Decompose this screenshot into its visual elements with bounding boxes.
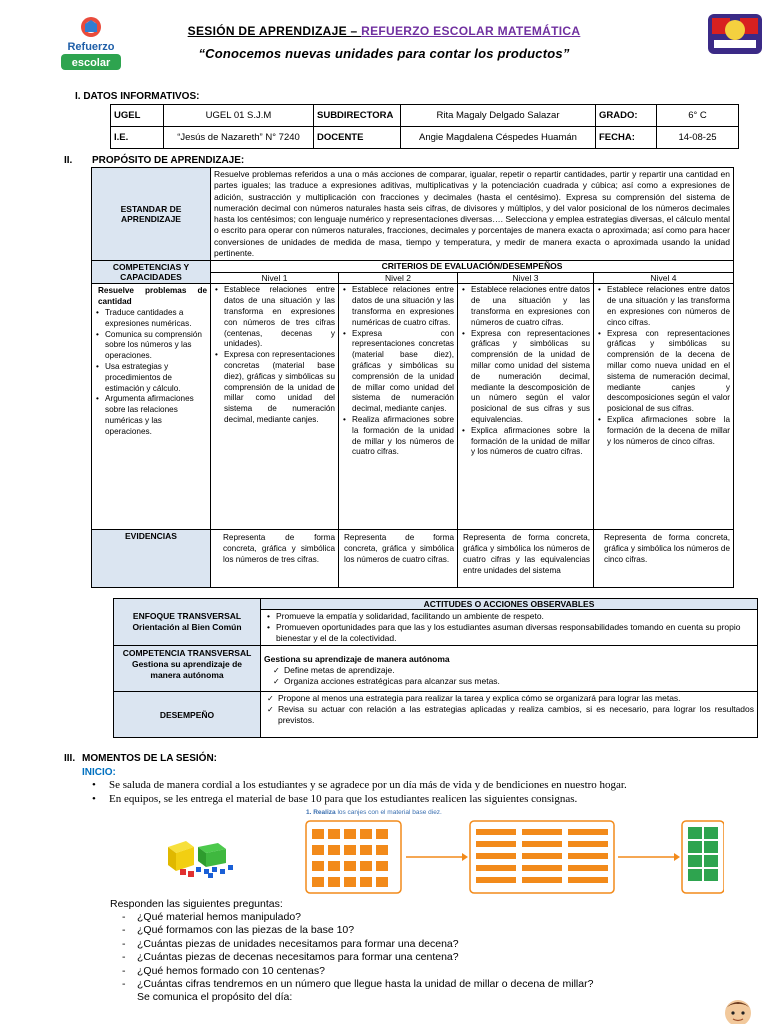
- enfoques-table: [113, 598, 758, 738]
- evidencia-2: Representa de forma concreta, gráfica y simbólica los números de cuatro cifras.: [339, 530, 458, 588]
- competencia-t-content: [261, 646, 758, 692]
- desempeno-item: ✓ Propone al menos una estrategia para realizar la tarea y explica cómo se organizará para lograr las metas.: [278, 693, 754, 704]
- estandar-label: ESTANDAR DE APRENDIZAJE: [92, 168, 211, 261]
- meta-item: ✓ Define metas de aprendizaje.: [284, 665, 754, 676]
- criterio-item: • Establece relaciones entre datos de una situación y las transforma en expresiones con números de cuatro cifras.: [471, 285, 590, 328]
- session-subtitle: “Conocemos nuevas unidades para contar los productos”: [198, 46, 570, 61]
- nivel-1-cell: [211, 284, 339, 530]
- preguntas-intro: Responden las siguientes preguntas:: [110, 898, 283, 910]
- inicio-bullet: • En equipos, se les entrega el material de base 10 para que los estudiantes realicen las siguientes consignas.: [92, 793, 578, 805]
- ugel-value: UGEL 01 S.J.M: [164, 105, 314, 127]
- criterio-item: • Establece relaciones entre datos de una situación y las transforma en expresiones con números de cinco cifras.: [607, 285, 730, 328]
- pregunta-item: - ¿Qué hemos formado con 10 centenas?: [122, 964, 325, 977]
- datos-heading: I. DATOS INFORMATIVOS:: [75, 91, 200, 102]
- svg-text:escolar: escolar: [71, 57, 111, 69]
- evidencia-1: Representa de forma concreta, gráfica y simbólica los números de tres cifras.: [211, 530, 339, 588]
- capacidad-item: • Usa estrategias y procedimientos de estimación y cálculo.: [105, 362, 207, 394]
- pregunta-item: - ¿Cuántas piezas de unidades necesitamos para formar una decena?: [122, 937, 459, 950]
- estandar-text: Resuelve problemas referidos a una o más acciones de comparar, igualar, repetir o repartir cantidades, partir y repartir una cantidad en partes iguales; las traduce a expresiones aditivas, multiplicativas y la potenciación cuadrada y cúbica; así como a expresiones de adición, sustracción y multiplicación con fracciones y decimales (hasta el centésimo). Expresa su comprensión del sistema de numeración decimal con números naturales hasta seis cifras, de divisores y múltiplos, y del valor posicional de los números decimales hasta los centésimos; con lenguaje numérico y representaciones diversas…. Selecciona y emplea estrategias diversas, el cálculo mental o escrito para operar con números naturales, fracciones, decimales y porcentajes de manera exacta o aproximada; así como para hacer conversiones de unidades de medida de masa, tiempo y temperatura, y medir de manera exacta o aproximada usando la unidad pertinente.: [211, 168, 734, 261]
- competencia-t-label: COMPETENCIA TRANSVERSAL: [122, 648, 252, 658]
- criterio-item: • Realiza afirmaciones sobre la formación de la unidad de millar y los números de cuatro cifras.: [352, 415, 454, 458]
- inicio-bullets: [92, 778, 732, 806]
- competencia-t-title: Gestiona su aprendizaje de manera autónoma: [264, 654, 450, 664]
- pregunta-item: - ¿Cuántas cifras tendremos en un número que llegue hasta la unidad de millar o decena de millar?: [122, 978, 594, 991]
- criterio-item: • Expresa con representaciones concretas (material base diez), gráficas y simbólicas su comprensión de la unidad de millar como unidad del sistema de numeración decimal, mediante canjes.: [352, 329, 454, 415]
- enfoque-label: ENFOQUE TRANSVERSAL: [132, 611, 242, 621]
- criterio-item: • Expresa con representaciones concretas (material base diez), gráficas y simbólicas su comprensión de la unidad de millar como unidad del sistema de numeración decimal, mediante canjes.: [224, 350, 335, 426]
- momentos-heading: MOMENTOS DE LA SESIÓN:: [82, 753, 218, 764]
- preguntas-list: [122, 911, 722, 1005]
- nivel-2-cell: [339, 284, 458, 530]
- inicio-label: INICIO:: [82, 767, 116, 778]
- pregunta-item: - ¿Cuántas piezas de decenas necesitamos para formar una centena?: [122, 951, 459, 964]
- competencia-t-cell: [114, 646, 261, 692]
- nivel-4-cell: [594, 284, 734, 530]
- evidencias-label: EVIDENCIAS: [92, 530, 211, 588]
- criterio-item: • Establece relaciones entre datos de una situación y las transforma en expresiones con números de tres cifras (centenas, decenas y unidades).: [224, 285, 335, 350]
- competencias-label: COMPETENCIAS Y CAPACIDADES: [92, 261, 211, 284]
- fecha-value: 14-08-25: [657, 127, 739, 149]
- proposito-num: II.: [64, 155, 73, 166]
- figure-caption: 1. Realiza los canjes con el material base diez.: [306, 809, 442, 816]
- base-ten-blocks-image: [160, 833, 242, 881]
- document-title: SESIÓN DE APRENDIZAJE – REFUERZO ESCOLAR MATEMÁTICA: [187, 24, 581, 38]
- desempeno-item: ✓ Revisa su actuar con relación a las estrategias aplicadas y realiza cambios, si es necesario, para lograr los resultados previstos.: [278, 704, 754, 726]
- svg-text:Refuerzo: Refuerzo: [67, 41, 115, 53]
- desempeno-label: DESEMPEÑO: [114, 692, 261, 738]
- docente-value: Angie Magdalena Céspedes Huamán: [401, 127, 596, 149]
- capacidad-item: • Argumenta afirmaciones sobre las relaciones numéricas y las operaciones.: [105, 394, 207, 437]
- nivel-3-header: Nivel 3: [458, 272, 594, 284]
- actitud-item: • Promueve la empatía y solidaridad, facilitando un ambiente de respeto.: [276, 611, 754, 622]
- evidencia-4: Representa de forma concreta, gráfica y simbólica los números de cinco cifras.: [594, 530, 734, 588]
- enfoque-cell: [114, 599, 261, 646]
- actitud-item: • Promueven oportunidades para que las y los estudiantes asuman diversas responsabilidades tomando en cuenta su propio bienestar y el de la colectividad.: [276, 622, 754, 644]
- meta-item: ✓ Organiza acciones estratégicas para alcanzar sus metas.: [284, 676, 754, 687]
- competencia-title: Resuelve problemas de cantidad: [98, 286, 207, 307]
- pregunta-item: - ¿Qué material hemos manipulado?: [122, 911, 302, 923]
- fecha-label: FECHA:: [596, 127, 657, 149]
- criterio-item: • Explica afirmaciones sobre la formación de la decena de millar y los números de cinco cifras.: [607, 415, 730, 447]
- competencia-t-value: Gestiona su aprendizaje de manera autónoma: [131, 659, 243, 680]
- canjes-figure: [304, 809, 724, 895]
- docente-label: DOCENTE: [314, 127, 401, 149]
- proposito-line: Se comunica el propósito del día:: [137, 991, 293, 1004]
- actitudes-label: ACTITUDES O ACCIONES OBSERVABLES: [261, 599, 758, 610]
- grado-value: 6° C: [657, 105, 739, 127]
- ie-label: I.E.: [111, 127, 164, 149]
- subdirectora-value: Rita Magaly Delgado Salazar: [401, 105, 596, 127]
- enfoque-value: Orientación al Bien Común: [132, 622, 242, 632]
- inicio-bullet: • Se saluda de manera cordial a los estudiantes y se agradece por un día más de vida y de bendiciones en nuestro hogar.: [92, 779, 627, 791]
- child-illustration: [718, 995, 758, 1024]
- nivel-1-header: Nivel 1: [211, 272, 339, 284]
- subdirectora-label: SUBDIRECTORA: [314, 105, 401, 127]
- capacidad-item: • Comunica su comprensión sobre los números y las operaciones.: [105, 330, 207, 362]
- criterio-item: • Explica afirmaciones sobre la formación de la unidad de millar y los números de cuatro cifras.: [471, 426, 590, 458]
- ugel-label: UGEL: [111, 105, 164, 127]
- momentos-num: III.: [64, 753, 76, 764]
- competencia-cell: [92, 284, 211, 530]
- nivel-2-header: Nivel 2: [339, 272, 458, 284]
- actitudes-cell: [261, 610, 758, 646]
- criterios-label: CRITERIOS DE EVALUACIÓN/DESEMPEÑOS: [211, 261, 734, 273]
- proposito-heading: PROPÓSITO DE APRENDIZAJE:: [92, 155, 245, 166]
- criterio-item: • Expresa con representaciones gráficas y simbólicas su comprensión de la unidad de millar como unidad del sistema de numeración decimal, mediante la descomposición de un número según el valor posicional de sus cifras y sus equivalencias.: [471, 329, 590, 426]
- evidencia-3: Representa de forma concreta, gráfica y simbólica los números de cuatro cifras y las equivalencias entre unidades del sistema: [458, 530, 594, 588]
- datos-table: [110, 104, 739, 149]
- ie-value: “Jesús de Nazareth” N° 7240: [164, 127, 314, 149]
- criterio-item: • Establece relaciones entre datos de una situación y las transforma en expresiones numéricas de cuatro cifras.: [352, 285, 454, 328]
- capacidad-item: • Traduce cantidades a expresiones numéricas.: [105, 308, 207, 330]
- nivel-4-header: Nivel 4: [594, 272, 734, 284]
- grado-label: GRADO:: [596, 105, 657, 127]
- proposito-table: [91, 167, 734, 588]
- pregunta-item: - ¿Qué formamos con las piezas de la base 10?: [122, 924, 355, 937]
- nivel-3-cell: [458, 284, 594, 530]
- desempeno-cell: [261, 692, 758, 738]
- criterio-item: • Expresa con representaciones gráficas y simbólicas su comprensión de la decena de millar como nueva unidad en el sistema de numeración decimal, mediante canjes y descomposiciones según el valor posicional de sus cifras.: [607, 329, 730, 415]
